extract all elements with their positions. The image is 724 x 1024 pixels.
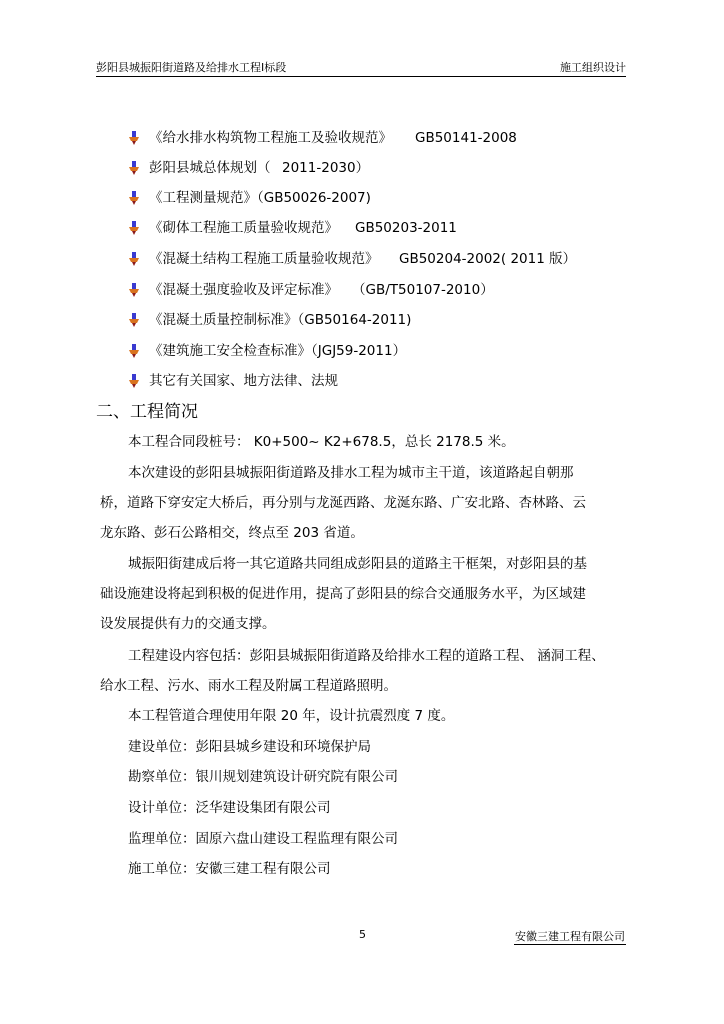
- reference-text: 《混凝土强度验收及评定标准》: [149, 282, 338, 298]
- reference-text: 其它有关国家、地方法律、法规: [149, 373, 338, 389]
- reference-text: 《混凝土质量控制标准》（GB50164-2011): [149, 312, 412, 328]
- reference-code: GB50204-2002( 2011 版）: [399, 251, 577, 267]
- reference-text: 《砌体工程施工质量验收规范》: [149, 220, 338, 236]
- pen-bullet-icon: [127, 283, 139, 297]
- reference-text: 《混凝土结构工程施工质量验收规范》: [149, 251, 379, 267]
- unit-line: 设计单位：泛华建设集团有限公司: [128, 800, 331, 816]
- pen-bullet-icon: [127, 252, 139, 266]
- pen-bullet-icon: [127, 221, 139, 235]
- paragraph-line: 本次建设的彭阳县城振阳街道路及排水工程为城市主干道，该道路起自朝那: [128, 465, 574, 481]
- reference-code: 2011-2030）: [282, 160, 370, 176]
- unit-line: 建设单位：彭阳县城乡建设和环境保护局: [128, 739, 371, 755]
- reference-code: GB50141-2008: [415, 130, 517, 146]
- reference-code: （GB/T50107-2010）: [352, 282, 494, 298]
- paragraph-line: 础设施建设将起到积极的促进作用，提高了彭阳县的综合交通服务水平，为区域建: [100, 586, 586, 602]
- paragraph-line: 城振阳街建成后将一其它道路共同组成彭阳县的道路主干框架，对彭阳县的基: [128, 556, 587, 572]
- paragraph-line: 桥，道路下穿安定大桥后，再分别与龙涎西路、龙涎东路、广安北路、杏林路、云: [100, 495, 586, 511]
- pen-bullet-icon: [127, 374, 139, 388]
- paragraph-line: 龙东路、彭石公路相交，终点至 203 省道。: [100, 525, 364, 541]
- reference-text: 《建筑施工安全检查标准》（JGJ59-2011）: [149, 343, 407, 359]
- unit-line: 监理单位：固原六盘山建设工程监理有限公司: [128, 831, 398, 847]
- pen-bullet-icon: [127, 344, 139, 358]
- reference-text: 《给水排水构筑物工程施工及验收规范》: [149, 130, 392, 146]
- paragraph-line: 工程建设内容包括：彭阳县城振阳街道路及给排水工程的道路工程、 涵洞工程、: [128, 648, 605, 664]
- page-number: 5: [359, 928, 366, 941]
- section-heading: 二、工程简况: [96, 402, 198, 422]
- pen-bullet-icon: [127, 313, 139, 327]
- paragraph-line: 本工程管道合理使用年限 20 年，设计抗震烈度 7 度。: [128, 708, 455, 724]
- header-title: 彭阳县城振阳街道路及给排水工程Ⅰ标段: [96, 61, 287, 74]
- pen-bullet-icon: [127, 131, 139, 145]
- reference-text: 《工程测量规范》（GB50026-2007): [149, 190, 371, 206]
- paragraph-line: 设发展提供有力的交通支撑。: [100, 616, 276, 632]
- reference-text: 彭阳县城总体规划（: [149, 160, 271, 176]
- header-rule: [96, 76, 626, 77]
- paragraph-line: 本工程合同段桩号： K0+500~ K2+678.5，总长 2178.5 米。: [128, 434, 515, 450]
- header-section: 施工组织设计: [560, 61, 626, 74]
- paragraph-line: 给水工程、污水、雨水工程及附属工程道路照明。: [100, 678, 397, 694]
- footer-rule: [514, 944, 626, 945]
- pen-bullet-icon: [127, 191, 139, 205]
- footer-company: 安徽三建工程有限公司: [515, 930, 625, 943]
- unit-line: 施工单位：安徽三建工程有限公司: [128, 861, 331, 877]
- reference-code: GB50203-2011: [355, 220, 457, 236]
- pen-bullet-icon: [127, 161, 139, 175]
- unit-line: 勘察单位：银川规划建筑设计研究院有限公司: [128, 769, 398, 785]
